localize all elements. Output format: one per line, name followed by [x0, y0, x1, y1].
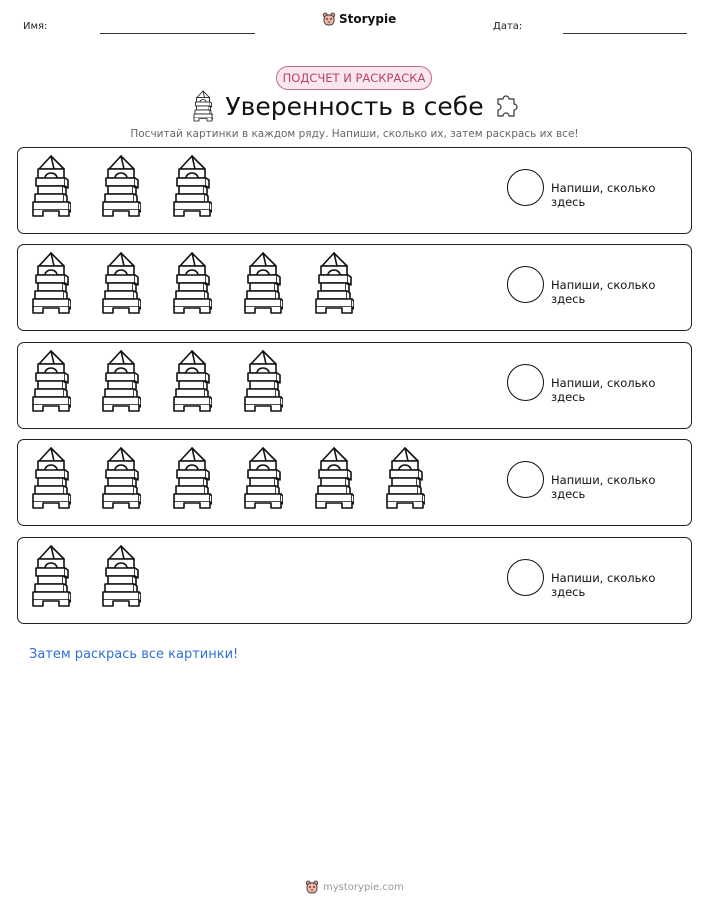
block-tower-icon[interactable]	[172, 251, 212, 315]
date-line[interactable]	[563, 33, 687, 34]
block-tower-icon[interactable]	[31, 349, 71, 413]
date-label: Дата:	[493, 21, 523, 32]
count-prompt: Напиши, сколько здесь	[551, 278, 656, 306]
block-tower-icon[interactable]	[101, 349, 141, 413]
name-label: Имя:	[23, 21, 48, 32]
page-title: Уверенность в себе	[225, 92, 484, 121]
brand-logo	[322, 12, 396, 26]
storypie-mascot-icon	[322, 12, 336, 26]
coloring-instruction: Затем раскрась все картинки!	[29, 647, 239, 662]
answer-circle[interactable]	[507, 364, 544, 401]
answer-circle[interactable]	[507, 559, 544, 596]
block-tower-icon[interactable]	[172, 154, 212, 218]
block-tower-icon[interactable]	[101, 154, 141, 218]
block-tower-icon[interactable]	[101, 544, 141, 608]
counting-row	[17, 342, 692, 429]
counting-row	[17, 147, 692, 234]
site-url: mystorypie.com	[323, 881, 404, 893]
counting-row	[17, 537, 692, 624]
block-tower-icon[interactable]	[172, 446, 212, 510]
block-tower-icon[interactable]	[31, 446, 71, 510]
block-tower-icon[interactable]	[31, 154, 71, 218]
brand-name: Storypie	[339, 12, 397, 26]
block-tower-icon[interactable]	[385, 446, 425, 510]
count-prompt: Напиши, сколько здесь	[551, 181, 656, 209]
count-prompt: Напиши, сколько здесь	[551, 376, 656, 404]
block-tower-icon[interactable]	[243, 349, 283, 413]
block-tower-small-icon	[193, 90, 213, 122]
block-tower-icon[interactable]	[101, 251, 141, 315]
block-tower-icon[interactable]	[314, 251, 354, 315]
block-tower-icon[interactable]	[314, 446, 354, 510]
puzzle-piece-icon	[494, 94, 518, 120]
block-tower-icon[interactable]	[31, 544, 71, 608]
count-prompt: Напиши, сколько здесь	[551, 473, 656, 501]
site-footer	[305, 880, 404, 894]
block-tower-icon[interactable]	[101, 446, 141, 510]
answer-circle[interactable]	[507, 169, 544, 206]
block-tower-icon[interactable]	[172, 349, 212, 413]
block-tower-icon[interactable]	[243, 251, 283, 315]
answer-circle[interactable]	[507, 266, 544, 303]
instructions: Посчитай картинки в каждом ряду. Напиши, сколько их, затем раскрась их все!	[130, 128, 579, 140]
worksheet-type-badge: ПОДСЧЕТ И РАСКРАСКА	[276, 66, 432, 90]
answer-circle[interactable]	[507, 461, 544, 498]
counting-row	[17, 244, 692, 331]
name-line[interactable]	[100, 33, 255, 34]
count-prompt: Напиши, сколько здесь	[551, 571, 656, 599]
block-tower-icon[interactable]	[243, 446, 283, 510]
block-tower-icon[interactable]	[31, 251, 71, 315]
counting-row	[17, 439, 692, 526]
storypie-mascot-icon	[305, 880, 319, 894]
